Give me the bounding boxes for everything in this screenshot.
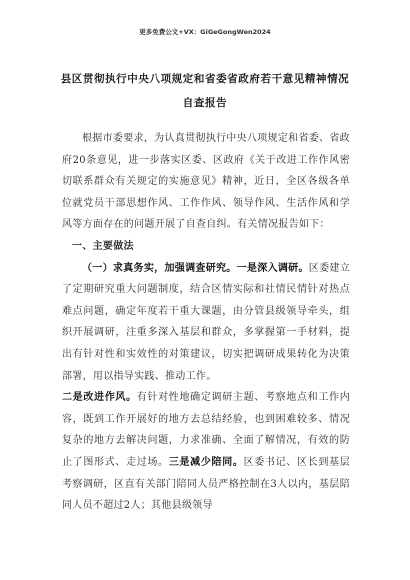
document-body	[62, 128, 350, 517]
document-title: 县区贯彻执行中央八项规定和省委省政府若干意见精神情况自查报告	[60, 73, 350, 109]
intro-paragraph: 根据市委要求，为认真贯彻执行中央八项规定和省委、省政府20条意见，进一步落实区委、区政府《关于改进工作作风密切联系群众有关规定的实施意见》精神，近日，全区各级各单位就党员干部思想作风、工作作风、领导作风、生活作风和学风等方面存在的问题开展了自查自纠。有关情况报告如下：	[62, 133, 350, 231]
header-banner: 更多免费公文+VX：GiGeGongWen2024	[139, 28, 271, 36]
point-text-2: 有针对性地确定调研主题、考察地点和工作内容，既到工作开展好的地方去总结经验，也到困难较多、情况复杂的地方去解决问题，力求准确、全面了解情况，有效的防止了图形式、走过场。	[62, 392, 350, 468]
point-paragraph-2	[62, 387, 350, 517]
subsection-paragraph-1	[62, 258, 350, 388]
point-text-1: 区委建立了定期研究重大问题制度，结合区情实际和社情民情针对热点难点问题，确定年度若干重大课题，由分管县级领导牵头，组织开展调研，注重多深入基层和群众，多掌握第一手材料，提出有针对性和实效性的对策建议，切实把调研成果转化为决策部署，用以指导实践、推动工作。	[62, 262, 351, 382]
point-heading-3: 三是减少陪同。	[168, 456, 244, 468]
point-heading-1: 一是深入调研。	[236, 262, 309, 274]
point-heading-2: 二是改进作风。	[62, 392, 137, 404]
section-heading-main-practices: 一、主要做法	[72, 240, 134, 252]
subsection-heading-1: （一）求真务实，加强调查研究。	[82, 262, 237, 274]
point-text-3: 区委书记、区长到基层考察调研，区直有关部门陪同人员严格控制在3人以内，基层陪同人员不超过2人；其他县级领导	[62, 456, 351, 512]
